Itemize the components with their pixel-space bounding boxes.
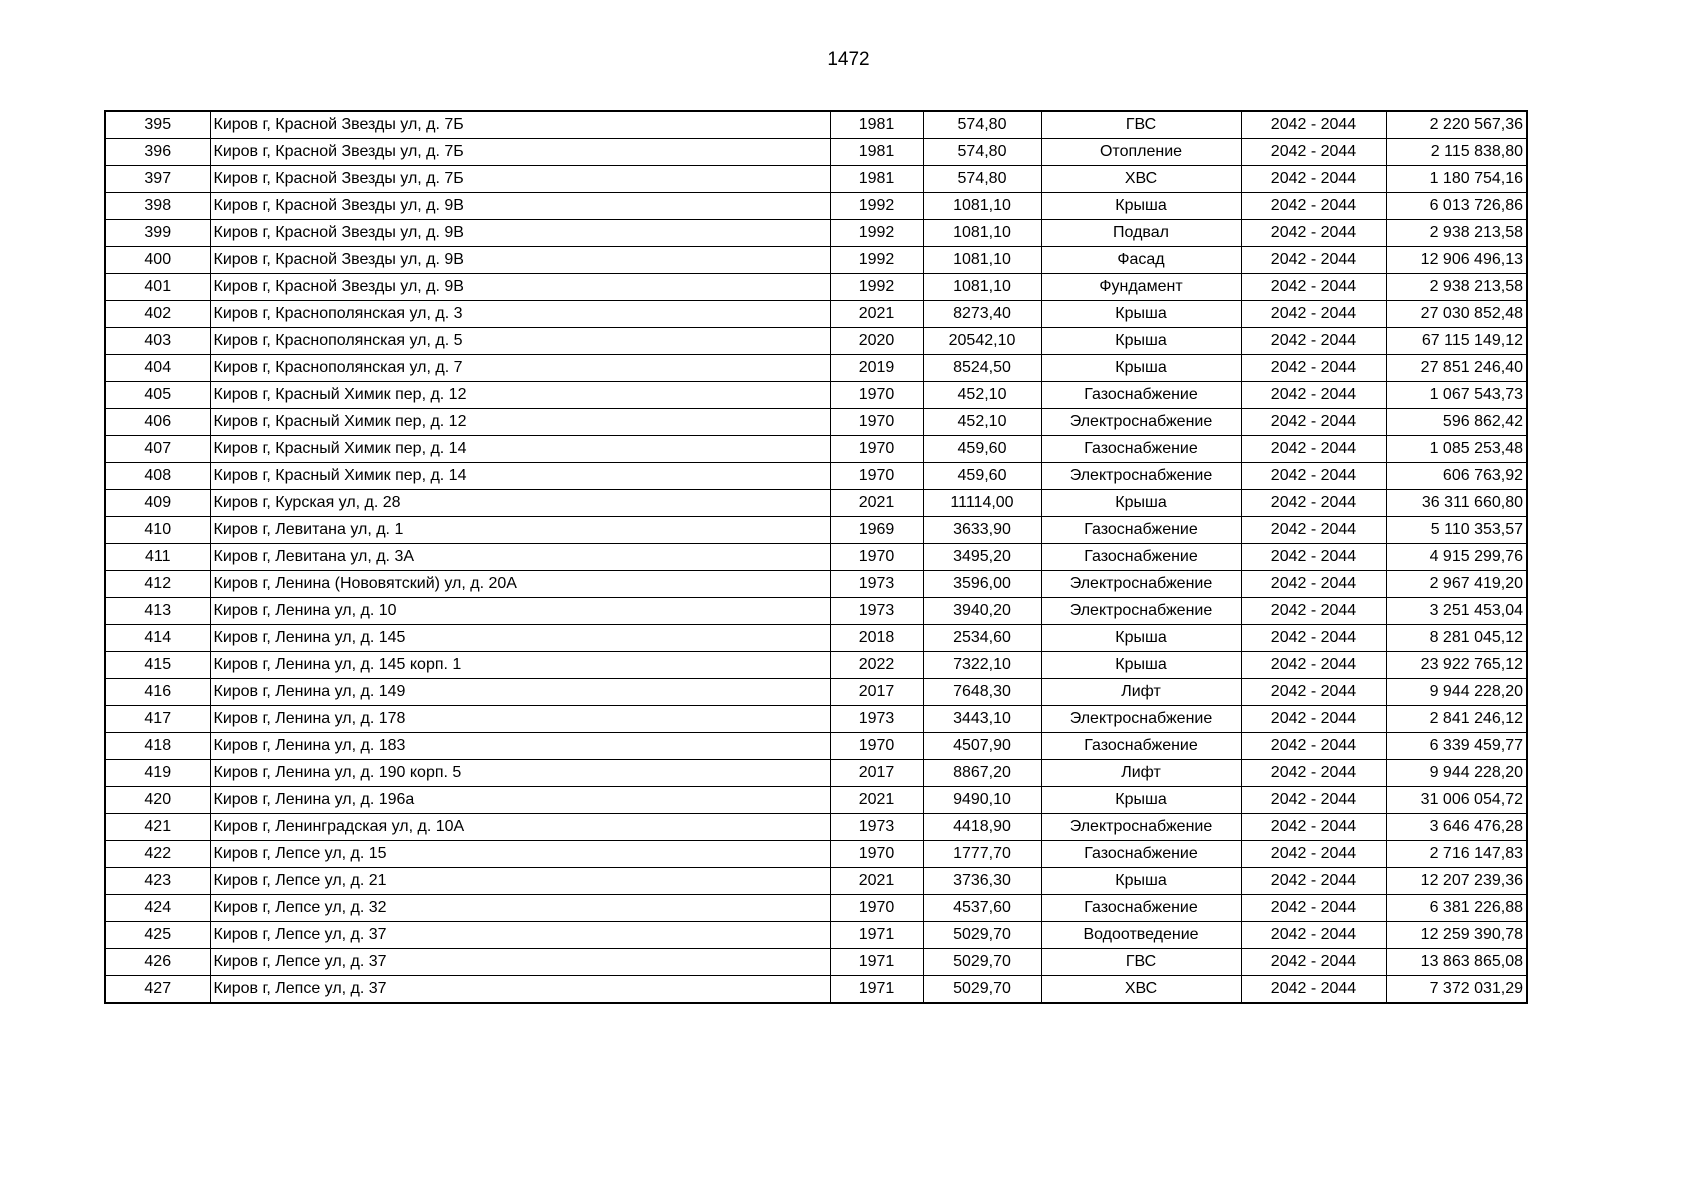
build-year-cell: 1970 — [830, 895, 923, 922]
build-year-cell: 1973 — [830, 706, 923, 733]
table-row — [105, 220, 1527, 247]
cost-cell: 31 006 054,72 — [1386, 787, 1527, 814]
work-type-cell: ХВС — [1041, 166, 1241, 193]
period-cell: 2042 - 2044 — [1241, 436, 1386, 463]
build-year-cell: 2020 — [830, 328, 923, 355]
work-type-cell: Крыша — [1041, 868, 1241, 895]
row-number-cell: 411 — [105, 544, 210, 571]
row-number-cell: 424 — [105, 895, 210, 922]
address-cell: Киров г, Красный Химик пер, д. 12 — [210, 382, 830, 409]
table-row — [105, 868, 1527, 895]
build-year-cell: 2021 — [830, 490, 923, 517]
work-type-cell: Газоснабжение — [1041, 436, 1241, 463]
build-year-cell: 2021 — [830, 787, 923, 814]
area-cell: 5029,70 — [923, 976, 1041, 1004]
cost-cell: 8 281 045,12 — [1386, 625, 1527, 652]
table-row — [105, 598, 1527, 625]
build-year-cell: 1971 — [830, 976, 923, 1004]
row-number-cell: 412 — [105, 571, 210, 598]
address-cell: Киров г, Ленина (Нововятский) ул, д. 20А — [210, 571, 830, 598]
address-cell: Киров г, Красной Звезды ул, д. 9В — [210, 220, 830, 247]
table-row — [105, 274, 1527, 301]
area-cell: 3495,20 — [923, 544, 1041, 571]
row-number-cell: 426 — [105, 949, 210, 976]
address-cell: Киров г, Лепсе ул, д. 15 — [210, 841, 830, 868]
build-year-cell: 1970 — [830, 436, 923, 463]
cost-cell: 6 381 226,88 — [1386, 895, 1527, 922]
work-type-cell: Лифт — [1041, 760, 1241, 787]
build-year-cell: 1973 — [830, 598, 923, 625]
work-type-cell: Подвал — [1041, 220, 1241, 247]
area-cell: 8867,20 — [923, 760, 1041, 787]
row-number-cell: 399 — [105, 220, 210, 247]
build-year-cell: 2018 — [830, 625, 923, 652]
cost-cell: 36 311 660,80 — [1386, 490, 1527, 517]
build-year-cell: 1981 — [830, 139, 923, 166]
area-cell: 452,10 — [923, 382, 1041, 409]
address-cell: Киров г, Красной Звезды ул, д. 9В — [210, 274, 830, 301]
address-cell: Киров г, Краснополянская ул, д. 3 — [210, 301, 830, 328]
period-cell: 2042 - 2044 — [1241, 247, 1386, 274]
row-number-cell: 422 — [105, 841, 210, 868]
build-year-cell: 1992 — [830, 247, 923, 274]
cost-cell: 3 646 476,28 — [1386, 814, 1527, 841]
address-cell: Киров г, Ленина ул, д. 178 — [210, 706, 830, 733]
address-cell: Киров г, Красной Звезды ул, д. 9В — [210, 193, 830, 220]
cost-cell: 1 085 253,48 — [1386, 436, 1527, 463]
build-year-cell: 2019 — [830, 355, 923, 382]
period-cell: 2042 - 2044 — [1241, 760, 1386, 787]
period-cell: 2042 - 2044 — [1241, 111, 1386, 139]
area-cell: 3940,20 — [923, 598, 1041, 625]
area-cell: 459,60 — [923, 463, 1041, 490]
row-number-cell: 419 — [105, 760, 210, 787]
area-cell: 9490,10 — [923, 787, 1041, 814]
cost-cell: 13 863 865,08 — [1386, 949, 1527, 976]
row-number-cell: 400 — [105, 247, 210, 274]
table-row — [105, 895, 1527, 922]
row-number-cell: 406 — [105, 409, 210, 436]
address-cell: Киров г, Ленина ул, д. 149 — [210, 679, 830, 706]
work-type-cell: Отопление — [1041, 139, 1241, 166]
area-cell: 452,10 — [923, 409, 1041, 436]
cost-cell: 1 067 543,73 — [1386, 382, 1527, 409]
address-cell: Киров г, Красной Звезды ул, д. 7Б — [210, 139, 830, 166]
cost-cell: 606 763,92 — [1386, 463, 1527, 490]
row-number-cell: 423 — [105, 868, 210, 895]
row-number-cell: 417 — [105, 706, 210, 733]
period-cell: 2042 - 2044 — [1241, 409, 1386, 436]
address-cell: Киров г, Ленина ул, д. 183 — [210, 733, 830, 760]
build-year-cell: 2021 — [830, 868, 923, 895]
area-cell: 459,60 — [923, 436, 1041, 463]
area-cell: 3596,00 — [923, 571, 1041, 598]
period-cell: 2042 - 2044 — [1241, 949, 1386, 976]
cost-cell: 2 841 246,12 — [1386, 706, 1527, 733]
row-number-cell: 408 — [105, 463, 210, 490]
period-cell: 2042 - 2044 — [1241, 490, 1386, 517]
period-cell: 2042 - 2044 — [1241, 139, 1386, 166]
cost-cell: 6 339 459,77 — [1386, 733, 1527, 760]
work-type-cell: Электроснабжение — [1041, 814, 1241, 841]
row-number-cell: 404 — [105, 355, 210, 382]
cost-cell: 2 967 419,20 — [1386, 571, 1527, 598]
build-year-cell: 2017 — [830, 760, 923, 787]
table-row — [105, 382, 1527, 409]
table-row — [105, 301, 1527, 328]
work-type-cell: ГВС — [1041, 949, 1241, 976]
address-cell: Киров г, Лепсе ул, д. 37 — [210, 949, 830, 976]
period-cell: 2042 - 2044 — [1241, 895, 1386, 922]
area-cell: 1081,10 — [923, 247, 1041, 274]
work-type-cell: Газоснабжение — [1041, 544, 1241, 571]
table-row — [105, 814, 1527, 841]
area-cell: 4537,60 — [923, 895, 1041, 922]
row-number-cell: 405 — [105, 382, 210, 409]
address-cell: Киров г, Краснополянская ул, д. 7 — [210, 355, 830, 382]
period-cell: 2042 - 2044 — [1241, 328, 1386, 355]
row-number-cell: 420 — [105, 787, 210, 814]
work-type-cell: Крыша — [1041, 355, 1241, 382]
table-row — [105, 922, 1527, 949]
build-year-cell: 1981 — [830, 111, 923, 139]
cost-cell: 67 115 149,12 — [1386, 328, 1527, 355]
period-cell: 2042 - 2044 — [1241, 706, 1386, 733]
cost-cell: 2 115 838,80 — [1386, 139, 1527, 166]
table-row — [105, 111, 1527, 139]
cost-cell: 27 851 246,40 — [1386, 355, 1527, 382]
period-cell: 2042 - 2044 — [1241, 841, 1386, 868]
table-row — [105, 760, 1527, 787]
address-cell: Киров г, Ленина ул, д. 10 — [210, 598, 830, 625]
table-row — [105, 706, 1527, 733]
table-row — [105, 625, 1527, 652]
period-cell: 2042 - 2044 — [1241, 868, 1386, 895]
period-cell: 2042 - 2044 — [1241, 814, 1386, 841]
cost-cell: 12 906 496,13 — [1386, 247, 1527, 274]
build-year-cell: 1973 — [830, 814, 923, 841]
table-row — [105, 976, 1527, 1004]
build-year-cell: 1970 — [830, 382, 923, 409]
period-cell: 2042 - 2044 — [1241, 463, 1386, 490]
build-year-cell: 1992 — [830, 220, 923, 247]
table-body — [105, 111, 1527, 1003]
address-cell: Киров г, Левитана ул, д. 1 — [210, 517, 830, 544]
build-year-cell: 2022 — [830, 652, 923, 679]
row-number-cell: 416 — [105, 679, 210, 706]
address-cell: Киров г, Красной Звезды ул, д. 7Б — [210, 111, 830, 139]
area-cell: 7322,10 — [923, 652, 1041, 679]
work-type-cell: Крыша — [1041, 787, 1241, 814]
period-cell: 2042 - 2044 — [1241, 787, 1386, 814]
cost-cell: 9 944 228,20 — [1386, 760, 1527, 787]
address-cell: Киров г, Красный Химик пер, д. 12 — [210, 409, 830, 436]
address-cell: Киров г, Лепсе ул, д. 21 — [210, 868, 830, 895]
area-cell: 3633,90 — [923, 517, 1041, 544]
build-year-cell: 1971 — [830, 949, 923, 976]
build-year-cell: 1970 — [830, 733, 923, 760]
build-year-cell: 1981 — [830, 166, 923, 193]
work-type-cell: Газоснабжение — [1041, 517, 1241, 544]
table-row — [105, 949, 1527, 976]
work-type-cell: Фундамент — [1041, 274, 1241, 301]
row-number-cell: 403 — [105, 328, 210, 355]
table-row — [105, 193, 1527, 220]
period-cell: 2042 - 2044 — [1241, 571, 1386, 598]
area-cell: 574,80 — [923, 111, 1041, 139]
table-row — [105, 409, 1527, 436]
address-cell: Киров г, Ленина ул, д. 190 корп. 5 — [210, 760, 830, 787]
row-number-cell: 397 — [105, 166, 210, 193]
build-year-cell: 1970 — [830, 544, 923, 571]
area-cell: 574,80 — [923, 166, 1041, 193]
area-cell: 3736,30 — [923, 868, 1041, 895]
work-type-cell: Электроснабжение — [1041, 409, 1241, 436]
period-cell: 2042 - 2044 — [1241, 679, 1386, 706]
period-cell: 2042 - 2044 — [1241, 355, 1386, 382]
work-type-cell: Электроснабжение — [1041, 598, 1241, 625]
area-cell: 574,80 — [923, 139, 1041, 166]
area-cell: 2534,60 — [923, 625, 1041, 652]
address-cell: Киров г, Левитана ул, д. 3А — [210, 544, 830, 571]
period-cell: 2042 - 2044 — [1241, 922, 1386, 949]
build-year-cell: 1992 — [830, 274, 923, 301]
row-number-cell: 398 — [105, 193, 210, 220]
cost-cell: 7 372 031,29 — [1386, 976, 1527, 1004]
cost-cell: 2 938 213,58 — [1386, 274, 1527, 301]
page-number: 1472 — [827, 49, 870, 70]
work-type-cell: Крыша — [1041, 625, 1241, 652]
area-cell: 8273,40 — [923, 301, 1041, 328]
row-number-cell: 415 — [105, 652, 210, 679]
work-type-cell: ХВС — [1041, 976, 1241, 1004]
area-cell: 1081,10 — [923, 220, 1041, 247]
cost-cell: 12 259 390,78 — [1386, 922, 1527, 949]
row-number-cell: 425 — [105, 922, 210, 949]
row-number-cell: 418 — [105, 733, 210, 760]
address-cell: Киров г, Ленина ул, д. 196а — [210, 787, 830, 814]
table-row — [105, 247, 1527, 274]
address-cell: Киров г, Лепсе ул, д. 32 — [210, 895, 830, 922]
cost-cell: 596 862,42 — [1386, 409, 1527, 436]
area-cell: 8524,50 — [923, 355, 1041, 382]
area-cell: 1081,10 — [923, 193, 1041, 220]
cost-cell: 4 915 299,76 — [1386, 544, 1527, 571]
cost-cell: 9 944 228,20 — [1386, 679, 1527, 706]
table-row — [105, 328, 1527, 355]
build-year-cell: 1970 — [830, 463, 923, 490]
address-cell: Киров г, Курская ул, д. 28 — [210, 490, 830, 517]
area-cell: 20542,10 — [923, 328, 1041, 355]
row-number-cell: 409 — [105, 490, 210, 517]
area-cell: 1777,70 — [923, 841, 1041, 868]
period-cell: 2042 - 2044 — [1241, 976, 1386, 1004]
address-cell: Киров г, Ленина ул, д. 145 — [210, 625, 830, 652]
table-row — [105, 679, 1527, 706]
area-cell: 5029,70 — [923, 922, 1041, 949]
work-type-cell: Электроснабжение — [1041, 463, 1241, 490]
work-type-cell: Электроснабжение — [1041, 706, 1241, 733]
cost-cell: 23 922 765,12 — [1386, 652, 1527, 679]
area-cell: 7648,30 — [923, 679, 1041, 706]
period-cell: 2042 - 2044 — [1241, 274, 1386, 301]
area-cell: 1081,10 — [923, 274, 1041, 301]
period-cell: 2042 - 2044 — [1241, 382, 1386, 409]
work-type-cell: Газоснабжение — [1041, 733, 1241, 760]
work-type-cell: Водоотведение — [1041, 922, 1241, 949]
address-cell: Киров г, Краснополянская ул, д. 5 — [210, 328, 830, 355]
area-cell: 3443,10 — [923, 706, 1041, 733]
build-year-cell: 1971 — [830, 922, 923, 949]
address-cell: Киров г, Красный Химик пер, д. 14 — [210, 463, 830, 490]
table-row — [105, 436, 1527, 463]
build-year-cell: 1970 — [830, 409, 923, 436]
work-type-cell: Крыша — [1041, 328, 1241, 355]
work-type-cell: Крыша — [1041, 193, 1241, 220]
cost-cell: 3 251 453,04 — [1386, 598, 1527, 625]
table-row — [105, 517, 1527, 544]
build-year-cell: 1970 — [830, 841, 923, 868]
period-cell: 2042 - 2044 — [1241, 517, 1386, 544]
table-row — [105, 544, 1527, 571]
work-type-cell: Лифт — [1041, 679, 1241, 706]
row-number-cell: 410 — [105, 517, 210, 544]
work-type-cell: Крыша — [1041, 301, 1241, 328]
period-cell: 2042 - 2044 — [1241, 301, 1386, 328]
address-cell: Киров г, Красной Звезды ул, д. 9В — [210, 247, 830, 274]
cost-cell: 12 207 239,36 — [1386, 868, 1527, 895]
row-number-cell: 395 — [105, 111, 210, 139]
work-type-cell: Электроснабжение — [1041, 571, 1241, 598]
period-cell: 2042 - 2044 — [1241, 652, 1386, 679]
work-type-cell: Крыша — [1041, 652, 1241, 679]
build-year-cell: 1969 — [830, 517, 923, 544]
table-row — [105, 787, 1527, 814]
row-number-cell: 402 — [105, 301, 210, 328]
cost-cell: 1 180 754,16 — [1386, 166, 1527, 193]
work-type-cell: Газоснабжение — [1041, 841, 1241, 868]
row-number-cell: 396 — [105, 139, 210, 166]
row-number-cell: 413 — [105, 598, 210, 625]
cost-cell: 27 030 852,48 — [1386, 301, 1527, 328]
address-cell: Киров г, Красный Химик пер, д. 14 — [210, 436, 830, 463]
table-row — [105, 652, 1527, 679]
table-row — [105, 733, 1527, 760]
table-row — [105, 490, 1527, 517]
period-cell: 2042 - 2044 — [1241, 166, 1386, 193]
cost-cell: 5 110 353,57 — [1386, 517, 1527, 544]
area-cell: 4418,90 — [923, 814, 1041, 841]
cost-cell: 2 220 567,36 — [1386, 111, 1527, 139]
table-row — [105, 463, 1527, 490]
row-number-cell: 401 — [105, 274, 210, 301]
build-year-cell: 2017 — [830, 679, 923, 706]
period-cell: 2042 - 2044 — [1241, 598, 1386, 625]
cost-cell: 2 716 147,83 — [1386, 841, 1527, 868]
area-cell: 11114,00 — [923, 490, 1041, 517]
work-type-cell: Газоснабжение — [1041, 895, 1241, 922]
period-cell: 2042 - 2044 — [1241, 193, 1386, 220]
period-cell: 2042 - 2044 — [1241, 544, 1386, 571]
row-number-cell: 427 — [105, 976, 210, 1004]
address-cell: Киров г, Лепсе ул, д. 37 — [210, 922, 830, 949]
cost-cell: 2 938 213,58 — [1386, 220, 1527, 247]
table-row — [105, 571, 1527, 598]
row-number-cell: 414 — [105, 625, 210, 652]
area-cell: 5029,70 — [923, 949, 1041, 976]
build-year-cell: 1992 — [830, 193, 923, 220]
address-cell: Киров г, Ленинградская ул, д. 10А — [210, 814, 830, 841]
work-type-cell: Газоснабжение — [1041, 382, 1241, 409]
work-type-cell: Фасад — [1041, 247, 1241, 274]
build-year-cell: 1973 — [830, 571, 923, 598]
area-cell: 4507,90 — [923, 733, 1041, 760]
cost-cell: 6 013 726,86 — [1386, 193, 1527, 220]
address-cell: Киров г, Ленина ул, д. 145 корп. 1 — [210, 652, 830, 679]
period-cell: 2042 - 2044 — [1241, 733, 1386, 760]
period-cell: 2042 - 2044 — [1241, 220, 1386, 247]
table-row — [105, 841, 1527, 868]
work-type-cell: ГВС — [1041, 111, 1241, 139]
work-type-cell: Крыша — [1041, 490, 1241, 517]
row-number-cell: 407 — [105, 436, 210, 463]
table-row — [105, 139, 1527, 166]
table-row — [105, 355, 1527, 382]
table-row — [105, 166, 1527, 193]
build-year-cell: 2021 — [830, 301, 923, 328]
address-cell: Киров г, Лепсе ул, д. 37 — [210, 976, 830, 1004]
repair-schedule-table — [104, 110, 1528, 1004]
period-cell: 2042 - 2044 — [1241, 625, 1386, 652]
row-number-cell: 421 — [105, 814, 210, 841]
address-cell: Киров г, Красной Звезды ул, д. 7Б — [210, 166, 830, 193]
